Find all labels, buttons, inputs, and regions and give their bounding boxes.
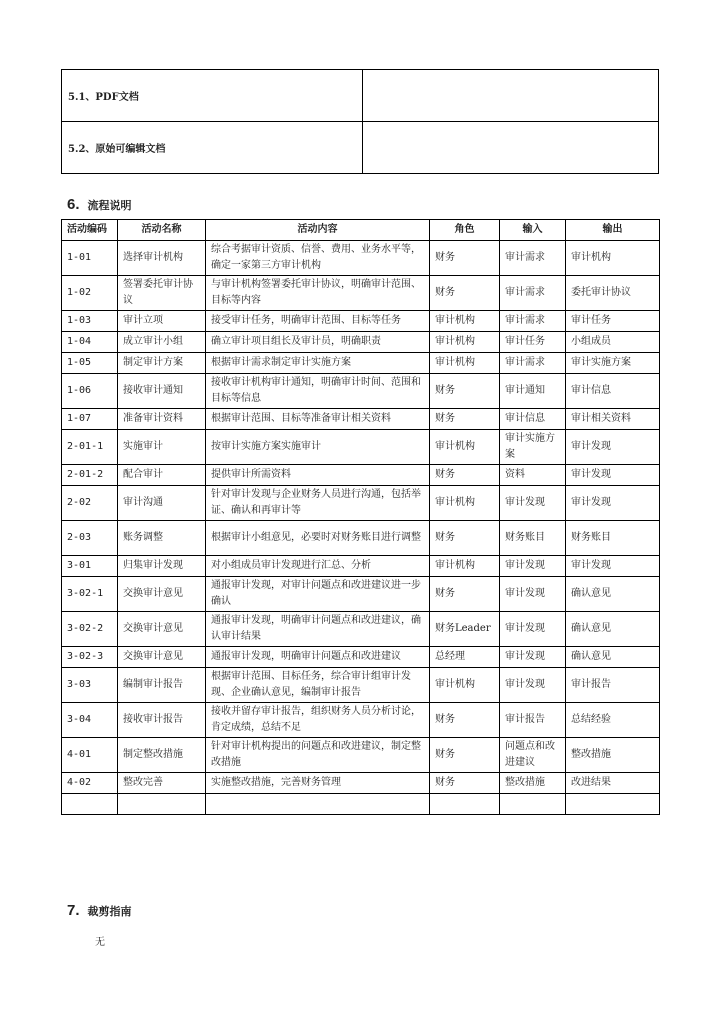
cell-input: 审计实施方案 xyxy=(500,430,566,465)
empty-cell xyxy=(206,794,430,815)
empty-cell xyxy=(62,794,118,815)
cell-output: 审计发现 xyxy=(566,465,660,486)
cell-activity-content: 接受审计任务，明确审计范围、目标等任务 xyxy=(206,311,430,332)
cell-activity-content: 针对审计发现与企业财务人员进行沟通，包括举证、确认和再审计等 xyxy=(206,486,430,521)
cell-activity-content: 对小组成员审计发现进行汇总、分析 xyxy=(206,556,430,577)
cell-input: 审计任务 xyxy=(500,332,566,353)
table-row xyxy=(62,647,660,668)
cell-activity-name: 准备审计资料 xyxy=(118,409,206,430)
table-row xyxy=(62,521,660,556)
cell-activity-content: 通报审计发现，明确审计问题点和改进建议，确认审计结果 xyxy=(206,612,430,647)
cell-activity-name: 接收审计通知 xyxy=(118,374,206,409)
table-row xyxy=(62,668,660,703)
cell-input: 审计报告 xyxy=(500,703,566,738)
cell-activity-name: 实施审计 xyxy=(118,430,206,465)
cell-output: 总结经验 xyxy=(566,703,660,738)
column-header: 活动编码 xyxy=(62,220,118,241)
table-row xyxy=(62,486,660,521)
table-row xyxy=(62,276,660,311)
table-row xyxy=(62,409,660,430)
deliverables-table xyxy=(61,69,659,174)
cell-input: 审计发现 xyxy=(500,647,566,668)
empty-cell xyxy=(500,794,566,815)
cell-activity-name: 制定整改措施 xyxy=(118,738,206,773)
cell-code: 4-02 xyxy=(62,773,118,794)
table-row xyxy=(62,311,660,332)
table-row xyxy=(62,430,660,465)
cell-code: 1-03 xyxy=(62,311,118,332)
cell-output: 审计任务 xyxy=(566,311,660,332)
cell-output: 审计报告 xyxy=(566,668,660,703)
deliverable-value xyxy=(363,122,659,174)
cell-code: 2-02 xyxy=(62,486,118,521)
cell-input: 审计信息 xyxy=(500,409,566,430)
cell-activity-content: 接收并留存审计报告，组织财务人员分析讨论，肯定成绩，总结不足 xyxy=(206,703,430,738)
cell-role: 审计机构 xyxy=(430,556,500,577)
empty-cell xyxy=(430,794,500,815)
cell-role: 审计机构 xyxy=(430,353,500,374)
table-row xyxy=(62,703,660,738)
cell-activity-name: 交换审计意见 xyxy=(118,577,206,612)
cell-output: 确认意见 xyxy=(566,577,660,612)
empty-cell xyxy=(118,794,206,815)
cell-activity-name: 整改完善 xyxy=(118,773,206,794)
cell-role: 财务 xyxy=(430,374,500,409)
cell-activity-content: 通报审计发现，对审计问题点和改进建议进一步确认 xyxy=(206,577,430,612)
cell-activity-name: 编制审计报告 xyxy=(118,668,206,703)
cell-role: 财务 xyxy=(430,276,500,311)
section-title: 流程说明 xyxy=(87,199,132,212)
cell-code: 2-01-1 xyxy=(62,430,118,465)
cell-output: 整改措施 xyxy=(566,738,660,773)
cell-activity-content: 根据审计小组意见，必要时对财务账目进行调整 xyxy=(206,521,430,556)
table-row xyxy=(62,465,660,486)
cell-output: 改进结果 xyxy=(566,773,660,794)
cell-role: 财务 xyxy=(430,738,500,773)
cell-activity-name: 制定审计方案 xyxy=(118,353,206,374)
cell-output: 审计发现 xyxy=(566,486,660,521)
cell-input: 审计需求 xyxy=(500,241,566,276)
cell-activity-content: 根据审计需求制定审计实施方案 xyxy=(206,353,430,374)
cell-activity-name: 接收审计报告 xyxy=(118,703,206,738)
table-row xyxy=(62,353,660,374)
cell-input: 资料 xyxy=(500,465,566,486)
cell-activity-content: 根据审计范围、目标等准备审计相关资料 xyxy=(206,409,430,430)
cell-role: 审计机构 xyxy=(430,332,500,353)
cell-output: 财务账目 xyxy=(566,521,660,556)
cell-code: 1-04 xyxy=(62,332,118,353)
cell-code: 4-01 xyxy=(62,738,118,773)
cell-activity-content: 根据审计范围、目标任务，综合审计组审计发现、企业确认意见，编制审计报告 xyxy=(206,668,430,703)
cell-code: 3-02-1 xyxy=(62,577,118,612)
cell-activity-content: 通报审计发现，明确审计问题点和改进建议 xyxy=(206,647,430,668)
cell-activity-name: 审计立项 xyxy=(118,311,206,332)
table-row xyxy=(62,241,660,276)
cell-role: 审计机构 xyxy=(430,486,500,521)
section-title: 裁剪指南 xyxy=(87,905,132,918)
section-6-heading xyxy=(67,196,132,213)
cell-input: 审计发现 xyxy=(500,486,566,521)
cell-input: 审计需求 xyxy=(500,311,566,332)
table-row xyxy=(62,773,660,794)
cell-output: 审计机构 xyxy=(566,241,660,276)
cell-code: 1-07 xyxy=(62,409,118,430)
cell-activity-name: 配合审计 xyxy=(118,465,206,486)
table-header-row xyxy=(62,220,660,241)
section-number: 7. xyxy=(67,902,80,919)
cell-input: 审计发现 xyxy=(500,668,566,703)
column-header: 输出 xyxy=(566,220,660,241)
table-row xyxy=(62,577,660,612)
tailoring-note: 无 xyxy=(95,937,105,948)
cell-activity-name: 交换审计意见 xyxy=(118,612,206,647)
cell-input: 财务账目 xyxy=(500,521,566,556)
cell-activity-content: 针对审计机构提出的问题点和改进建议，制定整改措施 xyxy=(206,738,430,773)
cell-code: 3-02-3 xyxy=(62,647,118,668)
cell-input: 审计通知 xyxy=(500,374,566,409)
cell-activity-name: 交换审计意见 xyxy=(118,647,206,668)
cell-input: 审计发现 xyxy=(500,556,566,577)
cell-role: 财务 xyxy=(430,465,500,486)
cell-input: 审计发现 xyxy=(500,577,566,612)
table-row-empty xyxy=(62,794,660,815)
cell-activity-content: 按审计实施方案实施审计 xyxy=(206,430,430,465)
deliverable-label: 5.1、PDF文档 xyxy=(62,70,363,122)
cell-role: 财务 xyxy=(430,773,500,794)
cell-code: 3-01 xyxy=(62,556,118,577)
table-row xyxy=(62,70,659,122)
column-header: 活动内容 xyxy=(206,220,430,241)
process-table-body xyxy=(62,241,660,815)
cell-role: 财务 xyxy=(430,577,500,612)
cell-activity-name: 归集审计发现 xyxy=(118,556,206,577)
cell-code: 1-06 xyxy=(62,374,118,409)
cell-activity-content: 综合考据审计资质、信誉、费用、业务水平等，确定一家第三方审计机构 xyxy=(206,241,430,276)
cell-role: 审计机构 xyxy=(430,311,500,332)
cell-role: 财务 xyxy=(430,703,500,738)
cell-input: 审计发现 xyxy=(500,612,566,647)
cell-activity-content: 确立审计项目组长及审计员，明确职责 xyxy=(206,332,430,353)
cell-output: 委托审计协议 xyxy=(566,276,660,311)
cell-output: 审计实施方案 xyxy=(566,353,660,374)
cell-output: 审计发现 xyxy=(566,430,660,465)
table-row xyxy=(62,332,660,353)
cell-activity-name: 签署委托审计协议 xyxy=(118,276,206,311)
section-number: 6. xyxy=(67,196,80,213)
cell-code: 3-03 xyxy=(62,668,118,703)
cell-output: 审计信息 xyxy=(566,374,660,409)
cell-input: 问题点和改进建议 xyxy=(500,738,566,773)
table-row xyxy=(62,612,660,647)
cell-input: 审计需求 xyxy=(500,276,566,311)
table-row xyxy=(62,122,659,174)
cell-role: 审计机构 xyxy=(430,668,500,703)
cell-activity-name: 审计沟通 xyxy=(118,486,206,521)
cell-output: 确认意见 xyxy=(566,612,660,647)
cell-code: 2-03 xyxy=(62,521,118,556)
cell-code: 2-01-2 xyxy=(62,465,118,486)
cell-role: 审计机构 xyxy=(430,430,500,465)
deliverable-label: 5.2、原始可编辑文档 xyxy=(62,122,363,174)
empty-cell xyxy=(566,794,660,815)
section-7-heading xyxy=(67,902,132,919)
cell-code: 1-02 xyxy=(62,276,118,311)
cell-output: 审计相关资料 xyxy=(566,409,660,430)
cell-code: 3-02-2 xyxy=(62,612,118,647)
deliverable-value xyxy=(363,70,659,122)
cell-output: 确认意见 xyxy=(566,647,660,668)
column-header: 输入 xyxy=(500,220,566,241)
table-row xyxy=(62,738,660,773)
cell-role: 总经理 xyxy=(430,647,500,668)
cell-output: 审计发现 xyxy=(566,556,660,577)
cell-code: 1-01 xyxy=(62,241,118,276)
cell-input: 整改措施 xyxy=(500,773,566,794)
cell-activity-name: 账务调整 xyxy=(118,521,206,556)
column-header: 角色 xyxy=(430,220,500,241)
cell-output: 小组成员 xyxy=(566,332,660,353)
cell-activity-name: 成立审计小组 xyxy=(118,332,206,353)
cell-activity-content: 提供审计所需资料 xyxy=(206,465,430,486)
cell-role: 财务 xyxy=(430,521,500,556)
table-row xyxy=(62,556,660,577)
process-table xyxy=(61,219,660,815)
cell-activity-content: 与审计机构签署委托审计协议，明确审计范围、目标等内容 xyxy=(206,276,430,311)
column-header: 活动名称 xyxy=(118,220,206,241)
cell-role: 财务Leader xyxy=(430,612,500,647)
cell-input: 审计需求 xyxy=(500,353,566,374)
table-row xyxy=(62,374,660,409)
cell-role: 财务 xyxy=(430,241,500,276)
cell-code: 1-05 xyxy=(62,353,118,374)
cell-activity-content: 接收审计机构审计通知，明确审计时间、范围和目标等信息 xyxy=(206,374,430,409)
cell-role: 财务 xyxy=(430,409,500,430)
cell-code: 3-04 xyxy=(62,703,118,738)
cell-activity-content: 实施整改措施，完善财务管理 xyxy=(206,773,430,794)
cell-activity-name: 选择审计机构 xyxy=(118,241,206,276)
